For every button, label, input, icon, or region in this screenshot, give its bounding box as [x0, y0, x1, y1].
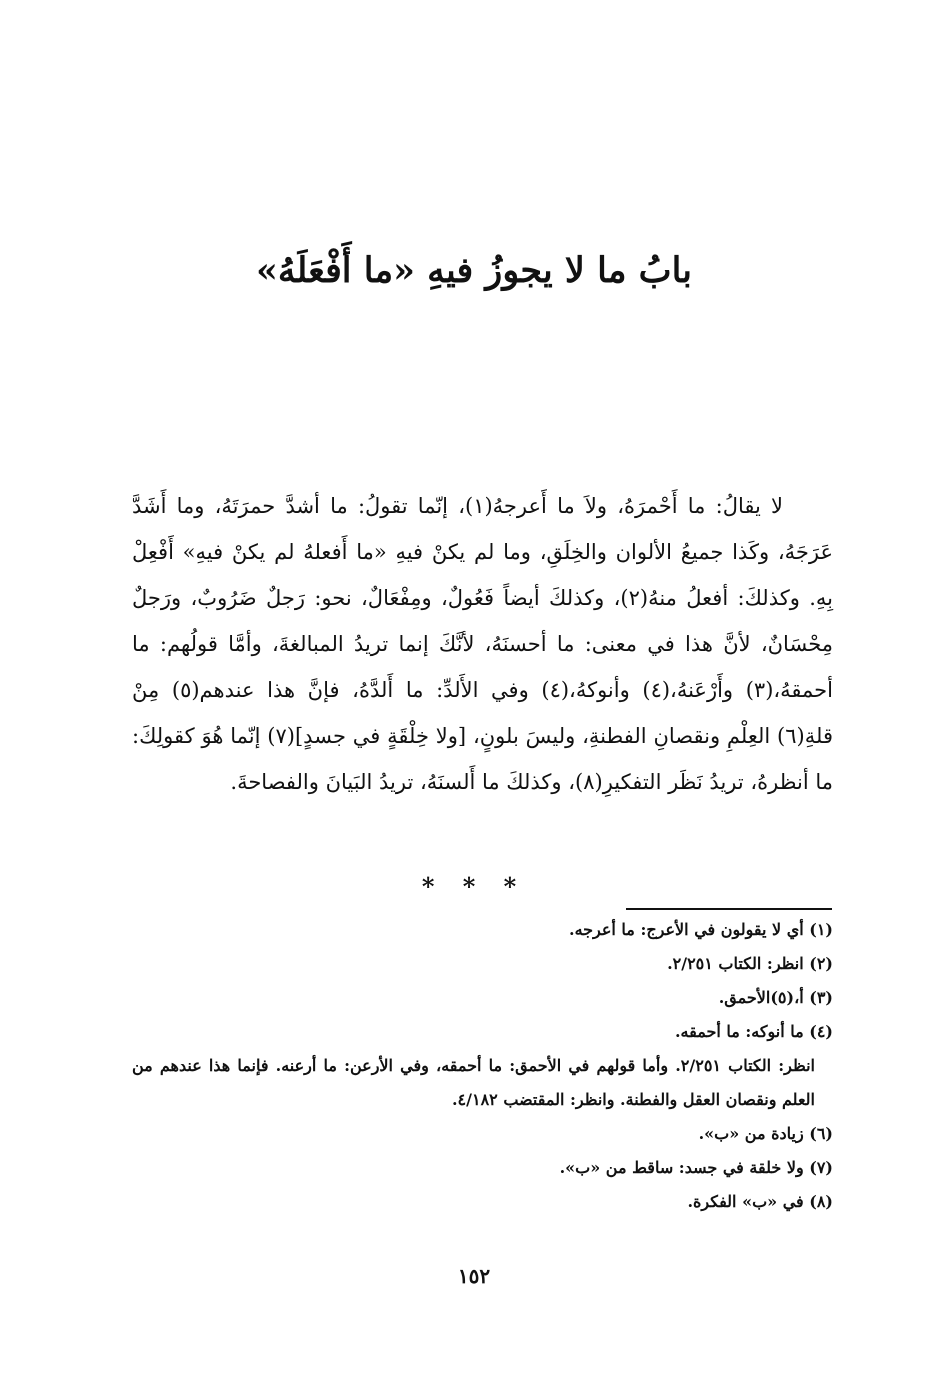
footnote-8: (٨) في «ب» الفكرة. — [687, 1192, 833, 1211]
section-separator: * * * — [421, 872, 527, 901]
chapter-title: بابُ ما لا يجوزُ فيهِ «ما أَفْعَلَهُ» — [255, 250, 693, 291]
main-text — [132, 483, 833, 805]
page-number: ١٥٢ — [457, 1264, 491, 1288]
footnote-divider — [626, 908, 832, 910]
footnote-1: (١) أي لا يقولون في الأعرج: ما أعرجه. — [569, 920, 833, 939]
footnotes — [132, 913, 833, 1219]
footnote-4: (٤) ما أنوكه: ما أحمقه. — [674, 1022, 833, 1041]
footnote-2: (٢) انظر: الكتاب ٢/٢٥١. — [667, 954, 833, 973]
main-paragraph: لا يقالُ: ما أَحْمرَهُ، ولاَ ما أَعرجهُ(١)، إنّما تقولُ: ما أشدَّ حمرَتَهُ، وما أَشَدَّ عَرَجَهُ، وكَذا جميعُ الألوان والخِلَقِ، وما لم يكنْ فيهِ «ما أَفعلهُ لم يكنْ فيهِ» أَفْعِلْ بِهِ. وكذلكَ: أفعلُ منهُ(٢)، وكذلكَ أيضاً فَعُولٌ، ومِفْعَالٌ، نحو: رَجلٌ ضَرُوبٌ، ورَجلٌ مِحْسَانٌ، لأنَّ هذا في معنى: ما أحسنَهُ، لأنَّكَ إنما تريدُ المبالغةَ، وأمَّا قولُهم: ما أحمقهُ،(٣) وأَرْعَنهُ،(٤) وأنوكهُ،(٤) وفي الأَلدِّ: ما أَلدَّهُ، فإنَّ هذا عندهم(٥) مِنْ قلةِ(٦) العِلْمِ ونقصانِ الفطنةِ، وليسَ بلونٍ، [ولا خِلْقَةٍ في جسدٍ](٧) إنّما هُوَ كقولِكَ: ما أنظرهُ، تريدُ نَظَر التفكيرِ(٨)، وكذلكَ ما أَلسنَهُ، تريدُ البَيانَ والفصاحةَ. — [132, 494, 833, 794]
footnote-6: (٦) زيادة من «ب». — [698, 1124, 833, 1143]
footnote-7: (٧) ولا خلقة في جسد: ساقط من «ب». — [559, 1158, 833, 1177]
footnote-4-continuation: انظر: الكتاب ٢/٢٥١. وأما قولهم في الأحمق: ما أحمقه، وفي الأرعن: ما أرعنه. فإنما هذا عندهم من العلم ونقصان العقل والفطنة. وانظر: المقتضب ٤/١٨٢. — [132, 1056, 815, 1109]
footnote-3: (٣) أ،(٥)الأحمق. — [718, 988, 833, 1007]
